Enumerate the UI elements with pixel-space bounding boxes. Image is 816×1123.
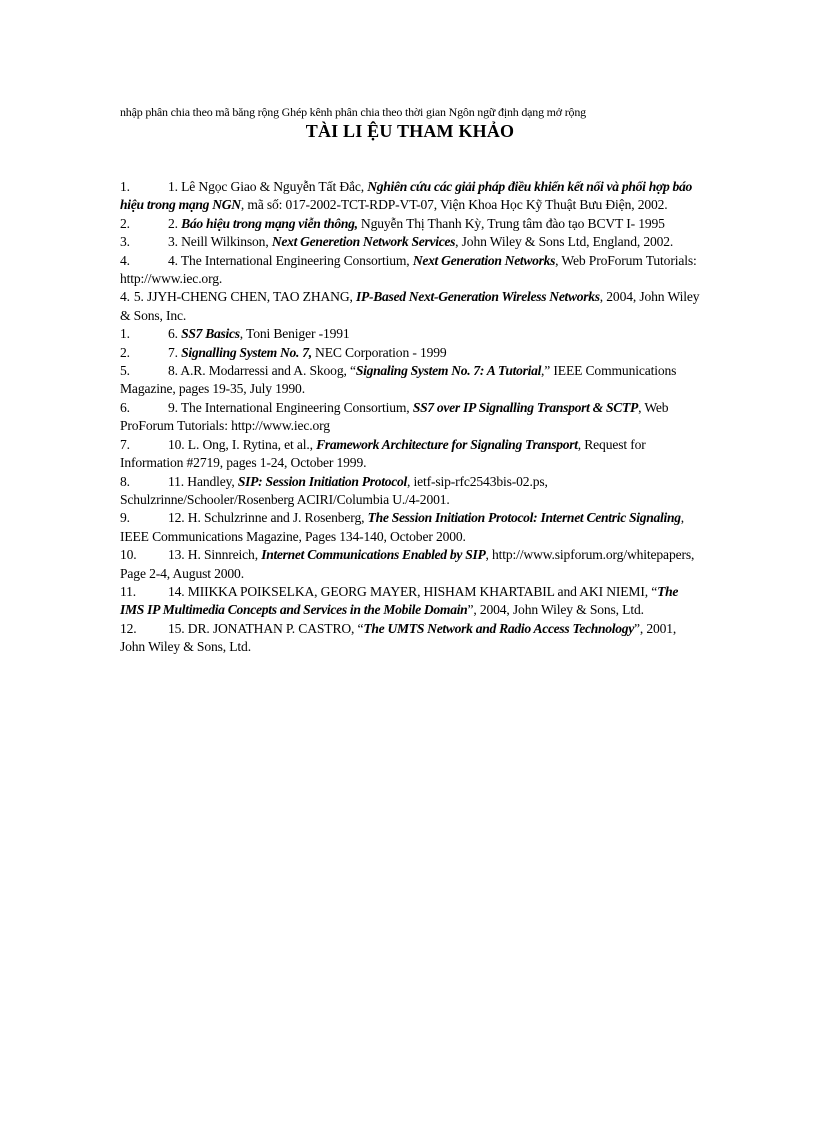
reference-title: Next Generation Networks [412, 252, 556, 268]
reference-text: , 2004, John Wiley & Sons, Inc. [120, 289, 700, 323]
reference-text: 15. DR. JONATHAN P. CASTRO, “ [168, 620, 364, 636]
reference-text: ,” IEEE Communications Magazine, pages 19-35, July 1990. [120, 363, 677, 397]
reference-text: 12. H. Schulzrinne and J. Rosenberg, [168, 510, 368, 526]
list-number: 1. [120, 326, 130, 342]
reference-text: 10. L. Ong, I. Rytina, et al., [168, 436, 317, 452]
reference-text: , Web ProForum Tutorials: http://www.iec.org [120, 399, 669, 434]
reference-text: 9. The International Engineering Consortium, [168, 399, 413, 415]
reference-text: 2. [168, 215, 182, 231]
reference-text: , IEEE Communications Magazine, Pages 134-140, October 2000. [120, 510, 684, 544]
reference-text: , ietf-sip-rfc2543bis-02.ps, Schulzrinne/Schooler/Rosenberg ACIRI/Columbia U./4-2001. [120, 473, 548, 507]
reference-text: , mã số: 017-2002-TCT-RDP-VT-07, Viện Khoa Học Kỹ Thuật Bưu Điện, 2002. [240, 197, 668, 213]
reference-title: Framework Architecture for Signaling Transport [316, 436, 578, 452]
reference-text: 6. [168, 326, 182, 342]
reference-text: , http://www.sipforum.org/whitepapers, Page 2-4, August 2000. [120, 547, 695, 581]
reference-text: 11. Handley, [168, 473, 238, 489]
reference-item [120, 325, 700, 343]
reference-list [120, 178, 700, 657]
reference-item [120, 583, 700, 620]
reference-text: 4. The International Engineering Consortium, [168, 252, 413, 268]
reference-text: 8. A.R. Modarressi and A. Skoog, “ [168, 363, 356, 379]
reference-item [120, 215, 700, 233]
reference-title: SIP: Session Initiation Protocol [237, 473, 407, 489]
list-number: 2. [120, 215, 130, 231]
reference-item [120, 473, 700, 510]
reference-text: , Toni Beniger -1991 [239, 326, 350, 342]
reference-title: The UMTS Network and Radio Access Technology [363, 620, 634, 636]
reference-text: , Request for Information #2719, pages 1-24, October 1999. [120, 436, 646, 471]
reference-title: Signaling System No. 7: A Tutorial [355, 363, 542, 379]
reference-text: , Web ProForum Tutorials: http://www.iec.org. [120, 252, 697, 287]
reference-title: The Session Initiation Protocol: Internet Centric Signaling [367, 510, 681, 526]
reference-title: Nghiên cứu các giải pháp điều khiển kết nối và phối hợp báo hiệu trong mạng NGN [120, 179, 693, 213]
list-number: 9. [120, 510, 130, 526]
list-number: 1. [120, 179, 130, 194]
reference-text: 3. Neill Wilkinson, [168, 234, 272, 250]
reference-text: ”, 2001, John Wiley & Sons, Ltd. [120, 620, 677, 655]
reference-text: Nguyễn Thị Thanh Kỳ, Trung tâm đào tạo BCVT I- 1995 [357, 215, 665, 231]
reference-title: The IMS IP Multimedia Concepts and Services in the Mobile Domain [120, 583, 679, 618]
list-number: 3. [120, 234, 130, 250]
reference-title: Signalling System No. 7, [181, 344, 312, 360]
reference-item [120, 344, 700, 362]
reference-text: 7. [168, 344, 182, 360]
list-number: 8. [120, 473, 130, 489]
list-number: 2. [120, 344, 130, 360]
reference-text: ”, 2004, John Wiley & Sons, Ltd. [467, 602, 644, 618]
reference-item [120, 288, 700, 325]
reference-text: 1. Lê Ngọc Giao & Nguyễn Tất Đắc, [168, 179, 368, 194]
page-title: TÀI LI ỆU THAM KHẢO [305, 121, 515, 141]
reference-title: SS7 Basics [181, 326, 240, 342]
reference-title: Internet Communications Enabled by SIP [261, 547, 486, 563]
reference-item [120, 436, 700, 473]
running-header: nhập phân chia theo mã băng rộng Ghép kênh phân chia theo thời gian Ngôn ngữ định dạng mở rộng [120, 105, 586, 119]
list-number: 4. [120, 289, 130, 305]
reference-item [120, 509, 700, 546]
reference-text: , John Wiley & Sons Ltd, England, 2002. [455, 234, 674, 250]
list-number: 10. [120, 547, 137, 563]
reference-item [120, 233, 700, 251]
reference-item [120, 362, 700, 399]
list-number: 11. [120, 583, 137, 599]
reference-text: NEC Corporation - 1999 [311, 344, 447, 360]
reference-text: 14. MIIKKA POIKSELKA, GEORG MAYER, HISHAM KHARTABIL and AKI NIEMI, “ [168, 583, 658, 599]
reference-item [120, 252, 700, 289]
list-number: 6. [120, 399, 130, 415]
reference-title: SS7 over IP Signalling Transport & SCTP [412, 399, 639, 415]
list-number: 12. [120, 620, 137, 636]
reference-item [120, 546, 700, 583]
reference-item [120, 399, 700, 436]
reference-text: 5. JJYH-CHENG CHEN, TAO ZHANG, [133, 289, 356, 305]
list-number: 4. [120, 252, 130, 268]
reference-title: Next Generetion Network Services [271, 234, 456, 250]
list-number: 5. [120, 363, 130, 379]
reference-title: IP-Based Next-Generation Wireless Networks [355, 289, 600, 305]
reference-text: 13. H. Sinnreich, [168, 547, 262, 563]
list-number: 7. [120, 436, 130, 452]
reference-item [120, 620, 700, 657]
reference-title: Báo hiệu trong mạng viễn thông, [181, 215, 358, 231]
reference-item [120, 178, 700, 215]
